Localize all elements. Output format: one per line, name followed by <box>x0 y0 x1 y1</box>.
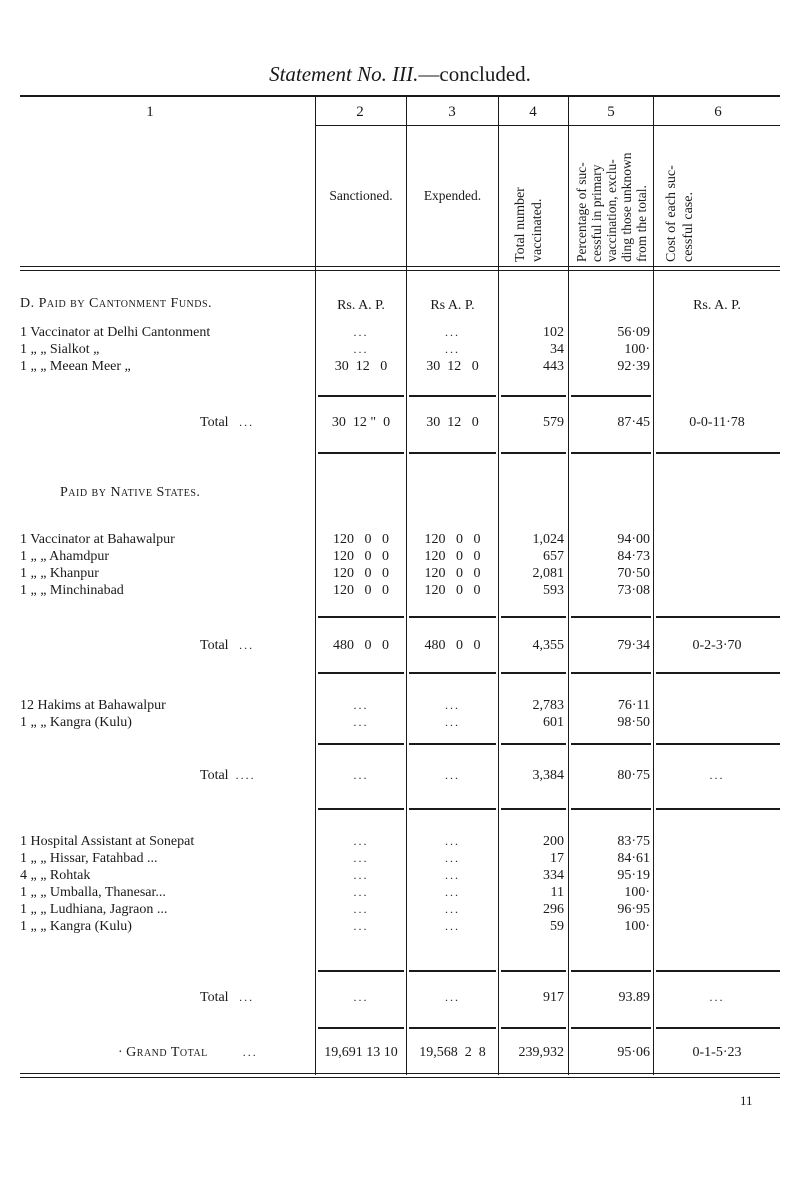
section-rule <box>318 808 404 810</box>
leader-dots: .... <box>235 768 256 782</box>
section-d-units-expended: Rs A. P. <box>430 298 475 313</box>
header-pct-line-4: ding those unknown <box>619 152 634 262</box>
section-rule <box>501 1027 566 1029</box>
col-divider-5 <box>653 95 654 1075</box>
header-expended: Expended. <box>423 188 482 203</box>
total-pct: 93.89 <box>618 990 650 1005</box>
row-expended: ... <box>445 919 460 933</box>
header-pct-line-1: Percentage of suc- <box>574 162 589 262</box>
section-rule <box>409 808 496 810</box>
row-expended: 120 0 0 <box>424 566 481 581</box>
row-label: 1 „ „ Kangra (Kulu) <box>20 715 132 730</box>
row-total: 1,024 <box>532 532 564 547</box>
row-sanctioned: ... <box>353 325 369 339</box>
header-cost-line-2: cessful case. <box>681 192 696 262</box>
total-label <box>200 638 254 654</box>
section-rule <box>318 672 404 674</box>
row-label: 4 „ „ Rohtak <box>20 868 91 883</box>
row-expended: ... <box>445 715 460 729</box>
row-total: 102 <box>543 325 564 340</box>
section-rule <box>656 1027 780 1029</box>
section-d-units-sanctioned: Rs. A. P. <box>337 298 385 313</box>
colnum-2: 2 <box>356 104 364 120</box>
subtotal-rule <box>656 970 780 972</box>
subtotal-rule <box>571 743 651 745</box>
section-rule <box>656 452 780 454</box>
total-label <box>200 415 254 431</box>
row-pct: 70·50 <box>617 566 650 581</box>
header-bottom-rule-2 <box>20 270 780 271</box>
header-sanctioned: Sanctioned. <box>329 188 393 203</box>
bottom-rule-2 <box>20 1077 780 1078</box>
row-sanctioned: 120 0 0 <box>333 549 389 564</box>
row-sanctioned: 120 0 0 <box>333 532 389 547</box>
header-total-line-2: vaccinated. <box>530 198 545 262</box>
subtotal-rule <box>409 395 496 397</box>
row-expended: ... <box>445 868 460 882</box>
row-pct: 84·73 <box>617 549 650 564</box>
page-number: 11 <box>740 1093 753 1108</box>
row-pct: 84·61 <box>617 851 650 866</box>
row-expended: ... <box>445 698 460 712</box>
row-total: 34 <box>550 342 564 357</box>
row-pct: 100· <box>624 919 650 934</box>
total-expended: 480 0 0 <box>424 638 481 653</box>
row-expended: 120 0 0 <box>424 532 481 547</box>
row-pct: 56·09 <box>617 325 650 340</box>
row-label: 1 „ „ Minchinabad <box>20 583 124 598</box>
total-sanctioned: 480 0 0 <box>333 638 389 653</box>
grand-total-total: 239,932 <box>518 1045 564 1060</box>
row-sanctioned: ... <box>353 868 369 882</box>
row-label: 1 Vaccinator at Bahawalpur <box>20 532 175 547</box>
section-rule <box>656 672 780 674</box>
row-expended: 30 12 0 <box>426 359 479 374</box>
section-rule <box>571 808 651 810</box>
section-rule <box>501 672 566 674</box>
total-expended: ... <box>445 990 460 1004</box>
row-label: 1 „ „ Ludhiana, Jagraon ... <box>20 902 168 917</box>
row-label: 12 Hakims at Bahawalpur <box>20 698 166 713</box>
section-native-heading: Paid by Native States. <box>60 485 201 500</box>
subtotal-rule <box>318 743 404 745</box>
total-total: 4,355 <box>532 638 564 653</box>
grand-total-cost: 0-1-5·23 <box>692 1045 742 1060</box>
row-label: 1 „ „ Umballa, Thanesar... <box>20 885 166 900</box>
total-cost: ... <box>709 990 725 1004</box>
row-sanctioned: ... <box>353 834 369 848</box>
row-total: 59 <box>550 919 564 934</box>
grand-total-label: · Grand Total ... <box>118 1045 258 1060</box>
leader-dots: ... <box>239 415 255 429</box>
subtotal-rule <box>656 743 780 745</box>
row-pct: 94·00 <box>617 532 650 547</box>
row-total: 443 <box>543 359 564 374</box>
row-pct: 73·08 <box>617 583 650 598</box>
row-label: 1 „ „ Hissar, Fatahbad ... <box>20 851 158 866</box>
total-label-text: Total <box>200 990 229 1005</box>
header-total-vaccinated <box>512 187 546 262</box>
row-total: 2,081 <box>532 566 564 581</box>
total-label <box>200 990 254 1006</box>
colnum-4: 4 <box>529 104 537 120</box>
total-label-text: Total <box>200 768 229 783</box>
section-rule <box>501 452 566 454</box>
row-expended: 120 0 0 <box>424 549 481 564</box>
header-pct-line-3: vaccination, exclu- <box>604 159 619 262</box>
row-total: 601 <box>543 715 564 730</box>
row-sanctioned: ... <box>353 851 369 865</box>
row-pct: 95·19 <box>617 868 650 883</box>
row-label: 1 Hospital Assistant at Sonepat <box>20 834 195 849</box>
row-label: 1 „ „ Ahamdpur <box>20 549 110 564</box>
total-label-text: Total <box>200 415 229 430</box>
row-label: 1 „ „ Khanpur <box>20 566 99 581</box>
subtotal-rule <box>409 616 496 618</box>
total-sanctioned: ... <box>353 768 369 782</box>
colnum-6: 6 <box>714 104 722 120</box>
row-total: 334 <box>543 868 564 883</box>
subtotal-rule <box>409 743 496 745</box>
row-sanctioned: ... <box>353 342 369 356</box>
row-pct: 100· <box>624 885 650 900</box>
subtotal-rule <box>318 616 404 618</box>
subtotal-rule <box>571 395 651 397</box>
title-number: No. III. <box>357 62 419 86</box>
bottom-rule <box>20 1073 780 1074</box>
row-label: 1 „ „ Kangra (Kulu) <box>20 919 132 934</box>
section-rule <box>409 452 496 454</box>
total-cost: 0-0-11·78 <box>689 415 745 430</box>
row-expended: ... <box>445 834 460 848</box>
title-suffix: —concluded. <box>418 62 531 86</box>
total-total: 917 <box>543 990 564 1005</box>
row-label: 1 „ „ Meean Meer „ <box>20 359 131 374</box>
header-bottom-rule <box>20 266 780 267</box>
grand-total-sanctioned: 19,691 13 10 <box>324 1045 398 1060</box>
section-rule <box>409 672 496 674</box>
subtotal-rule <box>501 616 566 618</box>
section-d-heading: D. Paid by Cantonment Funds. <box>20 296 213 311</box>
section-d-units-cost: Rs. A. P. <box>693 298 741 313</box>
row-pct: 92·39 <box>617 359 650 374</box>
section-rule <box>571 452 651 454</box>
grand-total-expended: 19,568 2 8 <box>419 1045 486 1060</box>
row-expended: 120 0 0 <box>424 583 481 598</box>
header-mid-rule <box>315 125 780 126</box>
row-expended: ... <box>445 325 460 339</box>
total-pct: 79·34 <box>617 638 650 653</box>
row-pct: 76·11 <box>617 698 650 713</box>
total-expended: 30 12 0 <box>426 415 479 430</box>
subtotal-rule <box>318 970 404 972</box>
section-rule <box>318 1027 404 1029</box>
page-title <box>0 62 800 87</box>
total-expended: ... <box>445 768 460 782</box>
row-pct: 98·50 <box>617 715 650 730</box>
grand-total-label-text: Grand Total <box>126 1045 208 1060</box>
grand-total-pct: 95·06 <box>617 1045 650 1060</box>
row-total: 296 <box>543 902 564 917</box>
row-sanctioned: 120 0 0 <box>333 566 389 581</box>
header-cost-line-1: Cost of each suc- <box>664 165 679 262</box>
row-sanctioned: 30 12 0 <box>334 359 388 374</box>
row-label: 1 „ „ Sialkot „ <box>20 342 100 357</box>
subtotal-rule <box>571 616 651 618</box>
leader-dots: ... <box>239 638 255 652</box>
section-rule <box>571 672 651 674</box>
header-pct-line-2: cessful in primary <box>589 164 604 262</box>
subtotal-rule <box>501 395 566 397</box>
subtotal-rule <box>501 970 566 972</box>
total-pct: 80·75 <box>617 768 650 783</box>
row-total: 17 <box>550 851 564 866</box>
subtotal-rule <box>409 970 496 972</box>
row-pct: 96·95 <box>617 902 650 917</box>
row-pct: 100· <box>624 342 650 357</box>
header-total-line-1: Total number <box>513 187 528 262</box>
row-sanctioned: ... <box>353 902 369 916</box>
total-sanctioned: ... <box>353 990 369 1004</box>
section-rule <box>501 808 566 810</box>
total-label <box>200 768 256 784</box>
title-prefix: Statement <box>269 62 352 86</box>
leader-dots: ... <box>242 1045 258 1059</box>
header-pct-line-5: from the total. <box>634 185 649 262</box>
total-sanctioned: 30 12 " 0 <box>331 415 391 430</box>
leader-dots: ... <box>239 990 255 1004</box>
total-label-text: Total <box>200 638 229 653</box>
colnum-5: 5 <box>607 104 615 120</box>
total-pct: 87·45 <box>617 415 650 430</box>
section-rule <box>656 808 780 810</box>
row-expended: ... <box>445 885 460 899</box>
row-expended: ... <box>445 902 460 916</box>
section-rule <box>318 452 404 454</box>
row-total: 200 <box>543 834 564 849</box>
row-sanctioned: ... <box>353 885 369 899</box>
total-cost: 0-2-3·70 <box>692 638 742 653</box>
section-rule <box>571 1027 651 1029</box>
row-expended: ... <box>445 342 460 356</box>
header-percentage <box>574 153 649 263</box>
colnum-3: 3 <box>448 104 456 120</box>
row-total: 657 <box>543 549 564 564</box>
row-sanctioned: ... <box>353 698 369 712</box>
header-cost <box>663 165 697 262</box>
row-expended: ... <box>445 851 460 865</box>
row-sanctioned: ... <box>353 715 369 729</box>
colnum-1: 1 <box>146 104 154 120</box>
subtotal-rule <box>501 743 566 745</box>
row-total: 593 <box>543 583 564 598</box>
row-total: 11 <box>550 885 564 900</box>
subtotal-rule <box>318 395 404 397</box>
row-label: 1 Vaccinator at Delhi Cantonment <box>20 325 211 340</box>
row-sanctioned: ... <box>353 919 369 933</box>
row-pct: 83·75 <box>617 834 650 849</box>
subtotal-rule <box>571 970 651 972</box>
total-total: 3,384 <box>532 768 564 783</box>
row-total: 2,783 <box>532 698 564 713</box>
total-total: 579 <box>543 415 564 430</box>
row-sanctioned: 120 0 0 <box>333 583 389 598</box>
top-rule <box>20 95 780 97</box>
subtotal-rule <box>656 616 780 618</box>
total-cost: ... <box>709 768 725 782</box>
section-rule <box>409 1027 496 1029</box>
